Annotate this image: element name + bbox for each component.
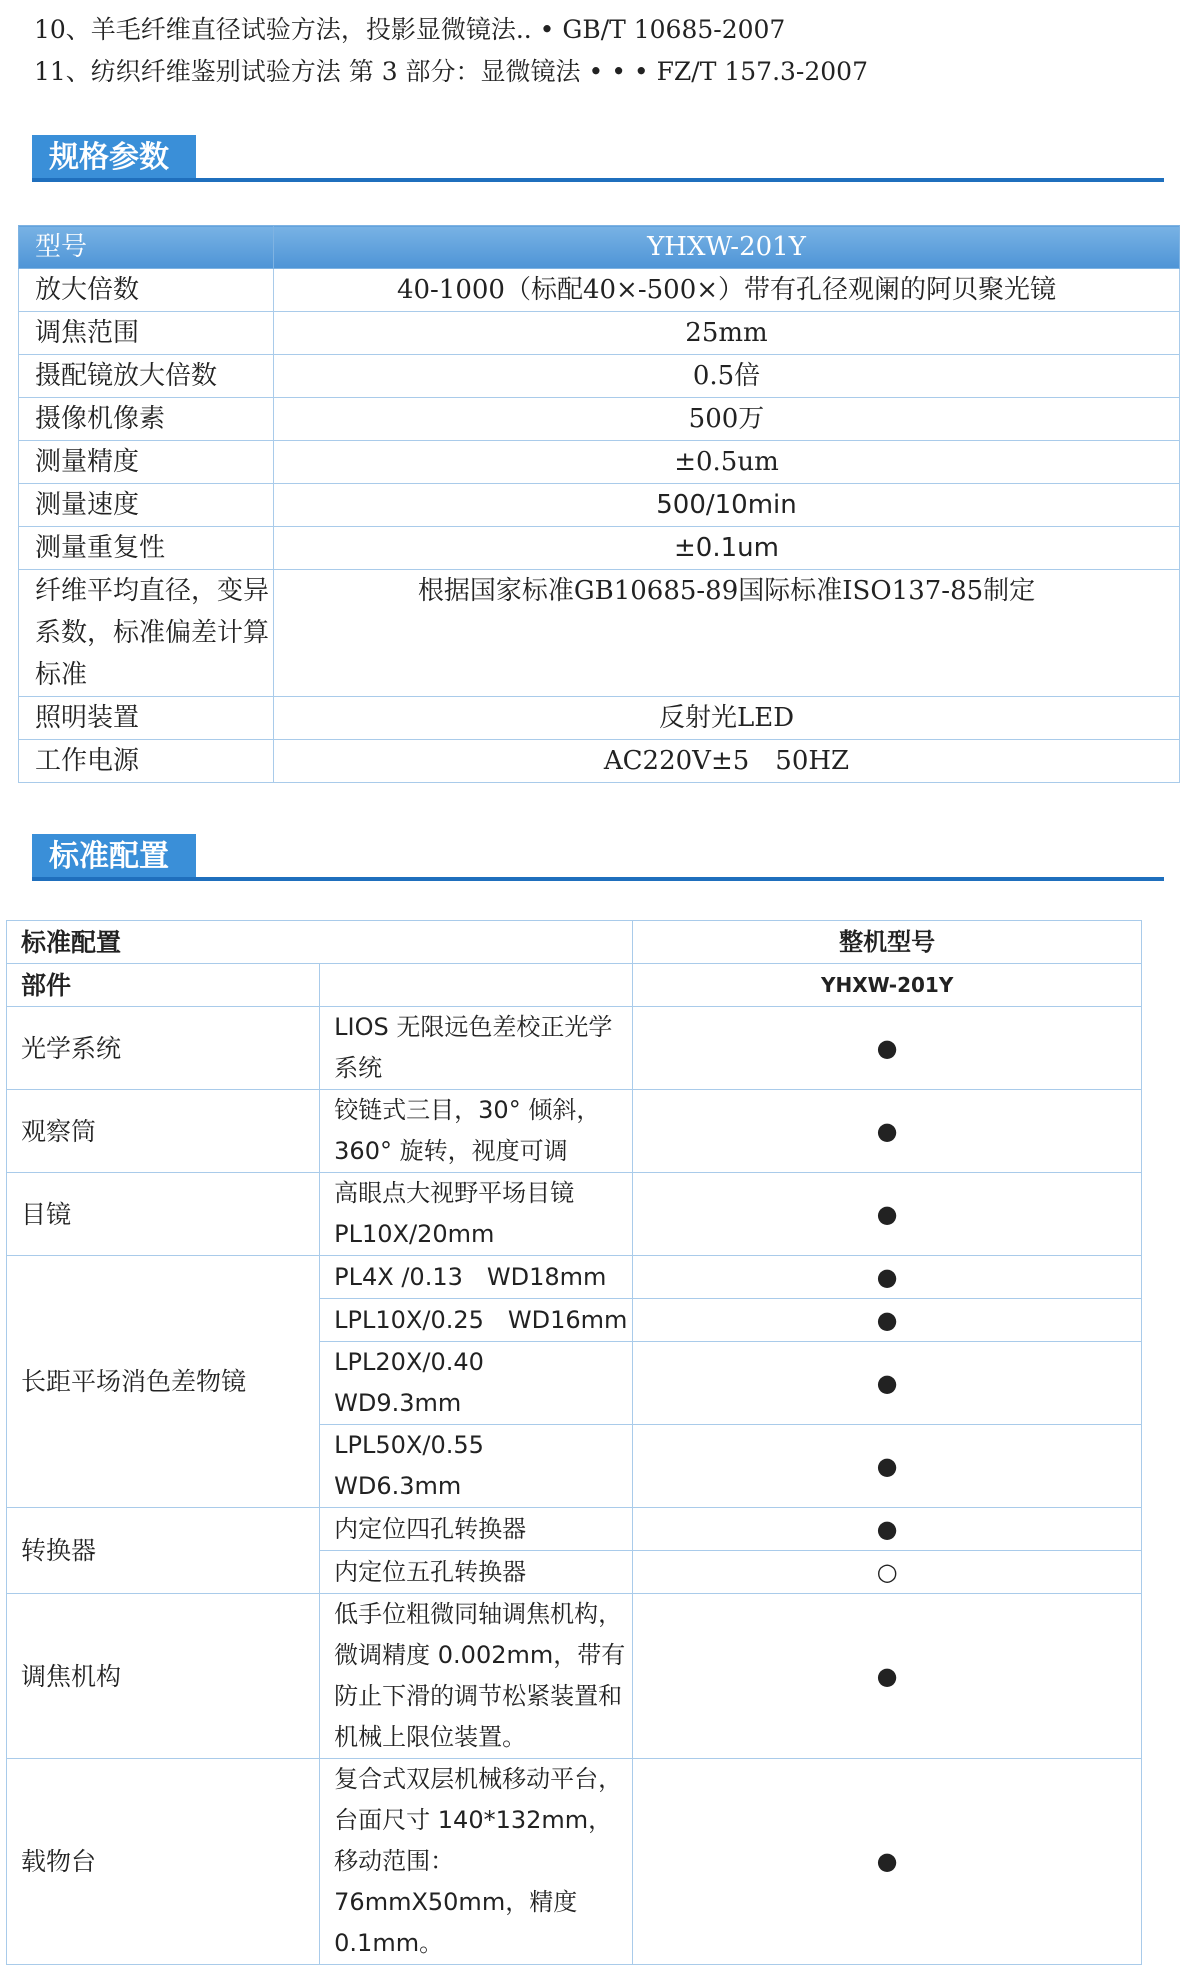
config-row xyxy=(7,1256,1142,1299)
spec-value: ±0.1um xyxy=(274,527,1180,570)
spec-key: 纤维平均直径，变异系数，标准偏差计算标准 xyxy=(19,570,274,697)
config-part: 观察筒 xyxy=(7,1090,320,1173)
config-mark: ● xyxy=(633,1173,1142,1256)
config-mark: ○ xyxy=(633,1551,1142,1594)
config-header-row xyxy=(7,921,1142,964)
spec-row xyxy=(19,355,1180,398)
config-row xyxy=(7,1594,1142,1759)
spec-row xyxy=(19,269,1180,312)
config-mark: ● xyxy=(633,1759,1142,1965)
spec-value: 根据国家标准GB10685-89国际标准ISO137-85制定 xyxy=(274,570,1180,697)
config-section-header xyxy=(32,834,1164,882)
config-mark: ● xyxy=(633,1090,1142,1173)
config-part: 载物台 xyxy=(7,1759,320,1965)
config-mark: ● xyxy=(633,1508,1142,1551)
config-part: 目镜 xyxy=(7,1173,320,1256)
spec-key: 调焦范围 xyxy=(19,312,274,355)
config-desc: 低手位粗微同轴调焦机构，微调精度 0.002mm，带有防止下滑的调节松紧装置和机械上限位装置。 xyxy=(320,1594,633,1759)
config-header-left: 标准配置 xyxy=(7,921,633,964)
config-desc: 高眼点大视野平场目镜 PL10X/20mm xyxy=(320,1173,633,1256)
section-divider xyxy=(32,877,1164,881)
config-mark: ● xyxy=(633,1256,1142,1299)
config-header-right: 整机型号 xyxy=(633,921,1142,964)
spec-row xyxy=(19,312,1180,355)
config-row xyxy=(7,1508,1142,1551)
config-desc: 内定位五孔转换器 xyxy=(320,1551,633,1594)
config-row xyxy=(7,1759,1142,1965)
spec-row xyxy=(19,697,1180,740)
standard-line-10: 10、羊毛纤维直径试验方法，投影显微镜法.. • GB/T 10685-2007 xyxy=(34,15,786,44)
config-part: 长距平场消色差物镜 xyxy=(7,1256,320,1508)
config-row xyxy=(7,1007,1142,1090)
config-desc: 复合式双层机械移动平台，台面尺寸 140*132mm，移动范围：76mmX50mm，精度 0.1mm。 xyxy=(320,1759,633,1965)
spec-key: 摄像机像素 xyxy=(19,398,274,441)
config-part: 调焦机构 xyxy=(7,1594,320,1759)
spec-row xyxy=(19,398,1180,441)
section-title: 标准配置 xyxy=(32,834,196,879)
spec-row xyxy=(19,484,1180,527)
spec-key: 测量精度 xyxy=(19,441,274,484)
spec-row xyxy=(19,740,1180,783)
spec-key: 放大倍数 xyxy=(19,269,274,312)
spec-row xyxy=(19,527,1180,570)
config-desc: PL4X /0.13 WD18mm xyxy=(320,1256,633,1299)
spec-row xyxy=(19,570,1180,697)
config-mark: ● xyxy=(633,1299,1142,1342)
spec-value: AC220V±5 50HZ xyxy=(274,740,1180,783)
config-desc: LPL50X/0.55 WD6.3mm xyxy=(320,1425,633,1508)
config-part: 光学系统 xyxy=(7,1007,320,1090)
config-row xyxy=(7,1173,1142,1256)
spec-value: 25mm xyxy=(274,312,1180,355)
spec-value: 500/10min xyxy=(274,484,1180,527)
config-row xyxy=(7,1090,1142,1173)
config-mark: ● xyxy=(633,1007,1142,1090)
config-table xyxy=(6,920,1142,1965)
config-desc: 铰链式三目，30° 倾斜，360° 旋转，视度可调 xyxy=(320,1090,633,1173)
spec-key: 测量重复性 xyxy=(19,527,274,570)
section-title: 规格参数 xyxy=(32,135,196,180)
spec-table xyxy=(18,225,1180,783)
spec-value: 0.5倍 xyxy=(274,355,1180,398)
spec-section-header xyxy=(32,135,1164,183)
config-subheader-empty xyxy=(320,964,633,1007)
spec-value: 反射光LED xyxy=(274,697,1180,740)
spec-value: 500万 xyxy=(274,398,1180,441)
config-subheader-row xyxy=(7,964,1142,1007)
spec-value: ±0.5um xyxy=(274,441,1180,484)
config-desc: LPL10X/0.25 WD16mm xyxy=(320,1299,633,1342)
spec-key: 测量速度 xyxy=(19,484,274,527)
config-subheader-left: 部件 xyxy=(7,964,320,1007)
spec-header-value: YHXW-201Y xyxy=(274,226,1180,269)
spec-key: 摄配镜放大倍数 xyxy=(19,355,274,398)
spec-key: 照明装置 xyxy=(19,697,274,740)
spec-key: 工作电源 xyxy=(19,740,274,783)
section-divider xyxy=(32,178,1164,182)
config-desc: LIOS 无限远色差校正光学系统 xyxy=(320,1007,633,1090)
config-desc: LPL20X/0.40 WD9.3mm xyxy=(320,1342,633,1425)
config-desc: 内定位四孔转换器 xyxy=(320,1508,633,1551)
spec-header-key: 型号 xyxy=(19,226,274,269)
spec-value: 40-1000（标配40×-500×）带有孔径观阑的阿贝聚光镜 xyxy=(274,269,1180,312)
config-mark: ● xyxy=(633,1342,1142,1425)
spec-header-row xyxy=(19,226,1180,269)
config-mark: ● xyxy=(633,1594,1142,1759)
config-part: 转换器 xyxy=(7,1508,320,1594)
config-mark: ● xyxy=(633,1425,1142,1508)
standard-line-11: 11、纺织纤维鉴别试验方法 第 3 部分：显微镜法 • • • FZ/T 157.3-2007 xyxy=(34,57,868,86)
config-model: YHXW-201Y xyxy=(633,964,1142,1007)
spec-row xyxy=(19,441,1180,484)
